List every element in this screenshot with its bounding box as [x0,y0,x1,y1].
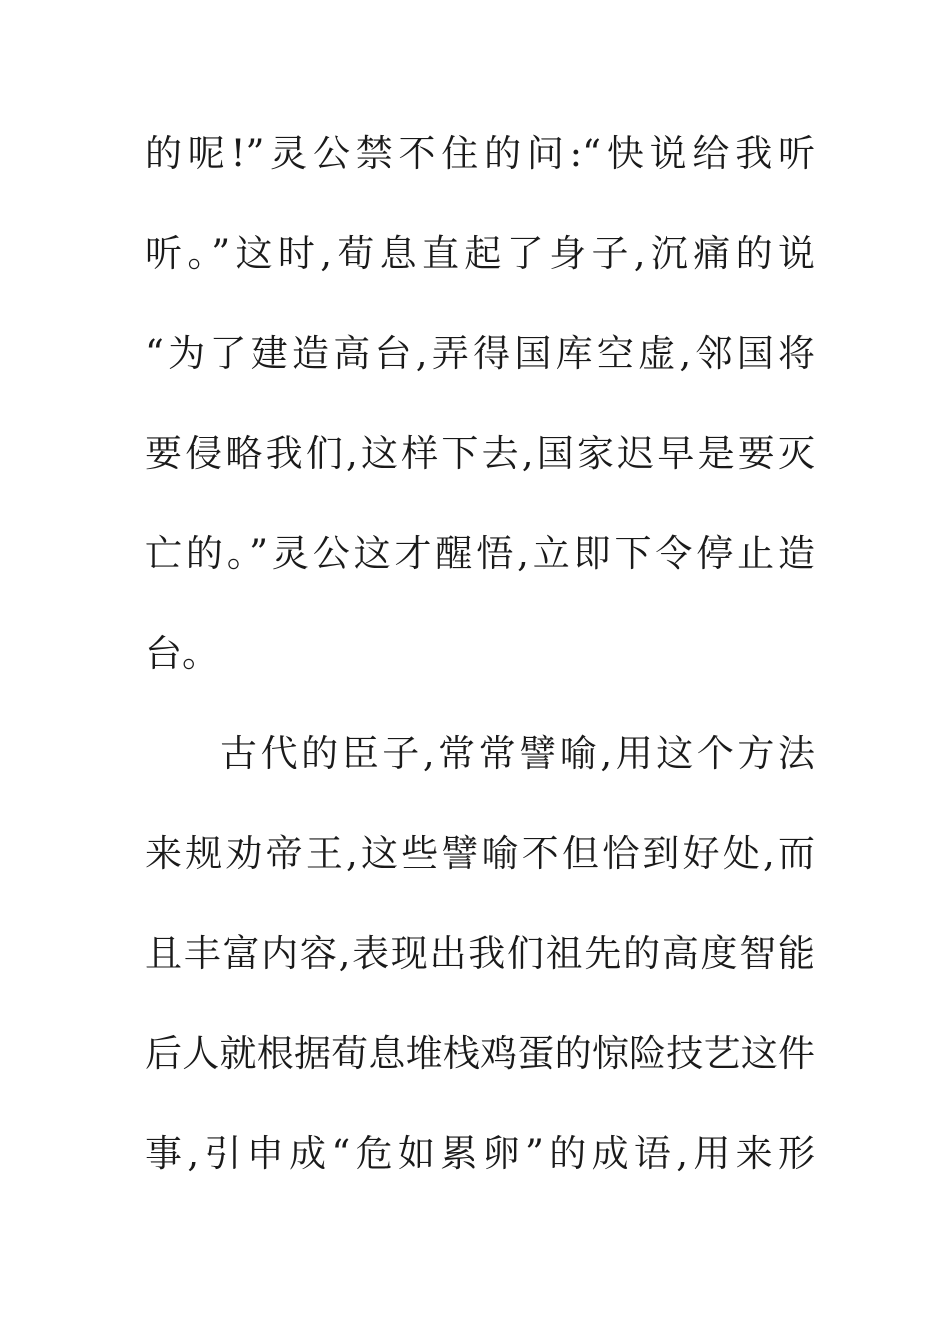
text-line: “为了建造高台,弄得国库空虚,邻国将 [145,332,815,375]
text-line: 且丰富内容,表现出我们祖先的高度智能 [145,932,815,975]
text-line: 听。”这时,荀息直起了身子,沉痛的说 [145,232,815,275]
text-line: 的呢!”灵公禁不住的问:“快说给我听 [145,132,815,175]
text-line: 来规劝帝王,这些譬喻不但恰到好处,而 [145,832,815,875]
text-line: 要侵略我们,这样下去,国家迟早是要灭 [145,432,815,475]
text-line: 事,引申成“危如累卵”的成语,用来形 [145,1132,815,1175]
paragraph-first-line: 古代的臣子,常常譬喻,用这个方法 [220,732,815,775]
text-line: 后人就根据荀息堆栈鸡蛋的惊险技艺这件 [145,1032,815,1075]
text-line: 台。 [145,632,219,675]
text-line: 亡的。”灵公这才醒悟,立即下令停止造 [145,532,815,575]
